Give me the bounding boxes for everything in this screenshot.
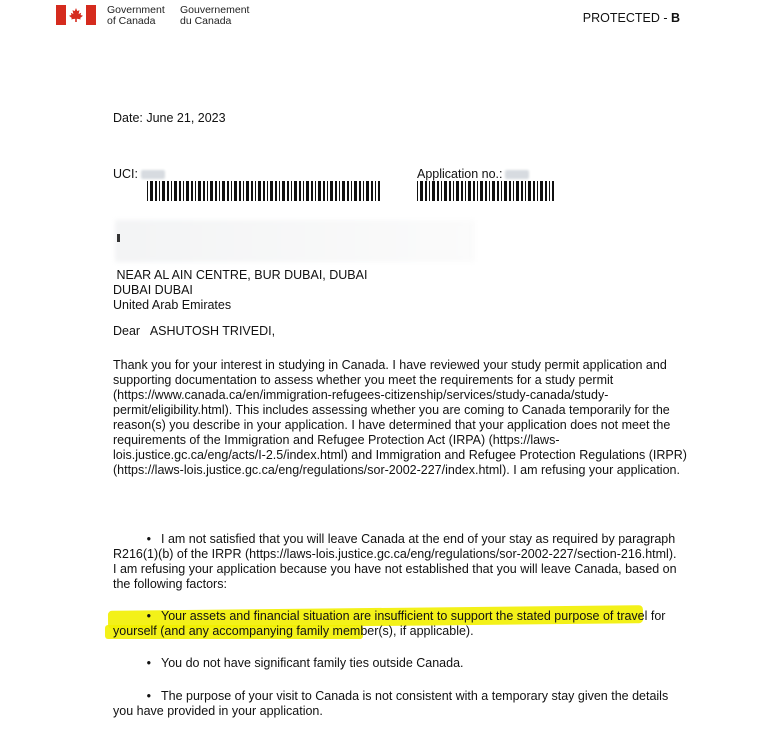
uci-field <box>113 167 165 182</box>
barcode-bar <box>480 181 483 201</box>
protected-label: PROTECTED - <box>582 11 671 25</box>
barcode-bar <box>306 181 309 201</box>
barcode-bar <box>461 181 463 201</box>
bullet-icon: • <box>146 656 151 670</box>
barcode-bar <box>294 181 297 201</box>
barcode-bar <box>171 181 172 201</box>
barcode-bar <box>425 181 427 201</box>
application-number-label: Application no.: <box>417 167 503 181</box>
barcode-bar <box>327 181 328 201</box>
barcode-bar <box>303 181 304 201</box>
barcode-bar <box>521 181 523 201</box>
application-barcode <box>417 181 554 201</box>
barcode-bar <box>497 181 499 201</box>
barcode-bar <box>234 181 237 201</box>
barcode-bar <box>191 181 193 201</box>
barcode-bar <box>150 181 153 201</box>
barcode-bar <box>437 181 439 201</box>
barcode-bar <box>267 181 268 201</box>
barcode-bar <box>315 181 316 201</box>
protected-level: B <box>670 11 680 25</box>
bullet-icon: • <box>146 689 151 703</box>
address-line-3: United Arab Emirates <box>113 298 232 312</box>
barcode-bar <box>363 181 364 201</box>
barcode-bar <box>492 181 495 201</box>
barcode-bar <box>207 181 208 201</box>
barcode-bar <box>219 181 220 201</box>
redaction-mark <box>117 234 120 242</box>
barcode-bar <box>525 181 526 201</box>
barcode-bar <box>203 181 205 201</box>
address-line-2: DUBAI DUBAI <box>113 283 193 297</box>
redacted-applicant-name <box>115 220 475 262</box>
address-line-1: NEAR AL AIN CENTRE, BUR DUBAI, DUBAI <box>113 268 368 282</box>
barcode-bar <box>371 181 373 201</box>
uci-label: UCI: <box>113 167 138 181</box>
barcode-bar <box>378 181 380 201</box>
barcode-bar <box>545 181 547 201</box>
barcode-bar <box>354 181 357 201</box>
barcode-bar <box>516 181 519 201</box>
barcode-bar <box>227 181 229 201</box>
gov-en-line1: Government <box>107 4 165 16</box>
barcode-bar <box>246 181 249 201</box>
government-of-canada-wordmark <box>107 5 177 27</box>
barcode-bar <box>509 181 511 201</box>
barcode-bar <box>375 181 376 201</box>
gov-fr-line2: du Canada <box>180 15 232 27</box>
barcode-bar <box>239 181 241 201</box>
barcode-bar <box>155 181 157 201</box>
barcode-bar <box>251 181 253 201</box>
barcode-bar <box>432 181 435 201</box>
barcode-bar <box>167 181 169 201</box>
barcode-bar <box>215 181 217 201</box>
barcode-bar <box>473 181 475 201</box>
barcode-bar <box>279 181 280 201</box>
protected-classification <box>583 11 680 25</box>
barcode-bar <box>528 181 531 201</box>
refusal-reason-item <box>113 689 679 719</box>
barcode-bar <box>453 181 454 201</box>
barcode-bar <box>318 181 321 201</box>
barcode-bar <box>243 181 244 201</box>
barcode-bar <box>513 181 514 201</box>
barcode-bar <box>159 181 160 201</box>
application-number-field <box>417 167 529 182</box>
uci-redacted-value <box>141 170 165 179</box>
barcode-bar <box>429 181 430 201</box>
barcode-bar <box>449 181 451 201</box>
barcode-bar <box>552 181 554 201</box>
barcode-bar <box>258 181 261 201</box>
barcode-bar <box>540 181 543 201</box>
salutation: Dear ASHUTOSH TRIVEDI, <box>113 324 276 338</box>
barcode-bar <box>359 181 361 201</box>
barcode-bar <box>287 181 289 201</box>
barcode-bar <box>210 181 213 201</box>
barcode-bar <box>477 181 478 201</box>
barcode-bar <box>263 181 265 201</box>
uci-barcode <box>147 181 380 201</box>
barcode-bar <box>179 181 181 201</box>
refusal-reason-item <box>113 532 679 592</box>
barcode-bar <box>195 181 196 201</box>
barcode-bar <box>504 181 507 201</box>
refusal-body-paragraph: Thank you for your interest in studying in Canada. I have reviewed your study permit application and supporting documentation to assess whether you meet the requirements for a study permit (https://www.canada.ca/en/immigration-refugees-citizenship/services/study-canada/study-permit/eligibility.html). This includes assessing whether you are coming to Canada temporarily for the reason(s) you describe in your application. I have determined that your application does not meet the requirements of the Immigration and Refugee Protection Act (IRPA) (https://laws-lois.justice.gc.ca/eng/acts/I-2.5/index.html) and Immigration and Refugee Protection Regulations (IRPR) (https://laws-lois.justice.gc.ca/eng/regulations/sor-2002-227/index.html). I am refusing your application. <box>113 358 687 477</box>
refusal-reason-text: I am not satisfied that you will leave Canada at the end of your stay as required by paragraph R216(1)(b) of the IRPR (https://laws-lois.justice.gc.ca/eng/regulations/sor-2002-227/section-216.html). I am refusing your application because you have not established that you will leave Canada, based on the following factors: <box>113 532 677 591</box>
barcode-bar <box>330 181 333 201</box>
canada-flag-icon <box>56 5 96 25</box>
barcode-bar <box>366 181 369 201</box>
barcode-bar <box>468 181 471 201</box>
refusal-reason-text: Your assets and financial situation are insufficient to support the stated purpose of travel for yourself (and any accompanying family member(s), if applicable). <box>113 609 666 638</box>
application-number-redacted-value <box>505 170 529 179</box>
barcode-bar <box>347 181 349 201</box>
bullet-icon: • <box>146 609 151 623</box>
barcode-bar <box>222 181 225 201</box>
barcode-bar <box>501 181 502 201</box>
barcode-bar <box>339 181 340 201</box>
barcode-bar <box>231 181 232 201</box>
barcode-bar <box>485 181 487 201</box>
refusal-reason-item <box>113 656 679 671</box>
refusal-reason-text: The purpose of your visit to Canada is not consistent with a temporary stay given the details you have provided in your application. <box>113 689 669 718</box>
barcode-bar <box>162 181 165 201</box>
bullet-icon: • <box>146 532 151 546</box>
barcode-bar <box>537 181 538 201</box>
refusal-reason-item <box>113 609 679 639</box>
barcode-bar <box>291 181 292 201</box>
barcode-bar <box>549 181 550 201</box>
barcode-bar <box>456 181 459 201</box>
barcode-bar <box>147 181 148 201</box>
barcode-bar <box>255 181 256 201</box>
barcode-bar <box>441 181 442 201</box>
barcode-bar <box>311 181 313 201</box>
barcode-bar <box>174 181 177 201</box>
barcode-bar <box>465 181 466 201</box>
barcode-bar <box>444 181 447 201</box>
barcode-bar <box>335 181 337 201</box>
gov-fr-line1: Gouvernement <box>180 4 250 16</box>
barcode-bar <box>198 181 201 201</box>
barcode-bar <box>270 181 273 201</box>
barcode-bar <box>533 181 535 201</box>
letter-date: Date: June 21, 2023 <box>113 111 226 125</box>
barcode-bar <box>282 181 285 201</box>
barcode-bar <box>420 181 423 201</box>
mailing-address <box>113 268 367 313</box>
barcode-bar <box>275 181 277 201</box>
refusal-reason-text: You do not have significant family ties outside Canada. <box>161 656 464 670</box>
barcode-bar <box>417 181 418 201</box>
barcode-bar <box>183 181 184 201</box>
barcode-bar <box>323 181 325 201</box>
barcode-bar <box>489 181 490 201</box>
barcode-bar <box>299 181 301 201</box>
barcode-bar <box>351 181 352 201</box>
barcode-bar <box>342 181 345 201</box>
gov-en-line2: of Canada <box>107 15 156 27</box>
barcode-bar <box>186 181 189 201</box>
gouvernement-du-canada-wordmark <box>180 5 260 27</box>
